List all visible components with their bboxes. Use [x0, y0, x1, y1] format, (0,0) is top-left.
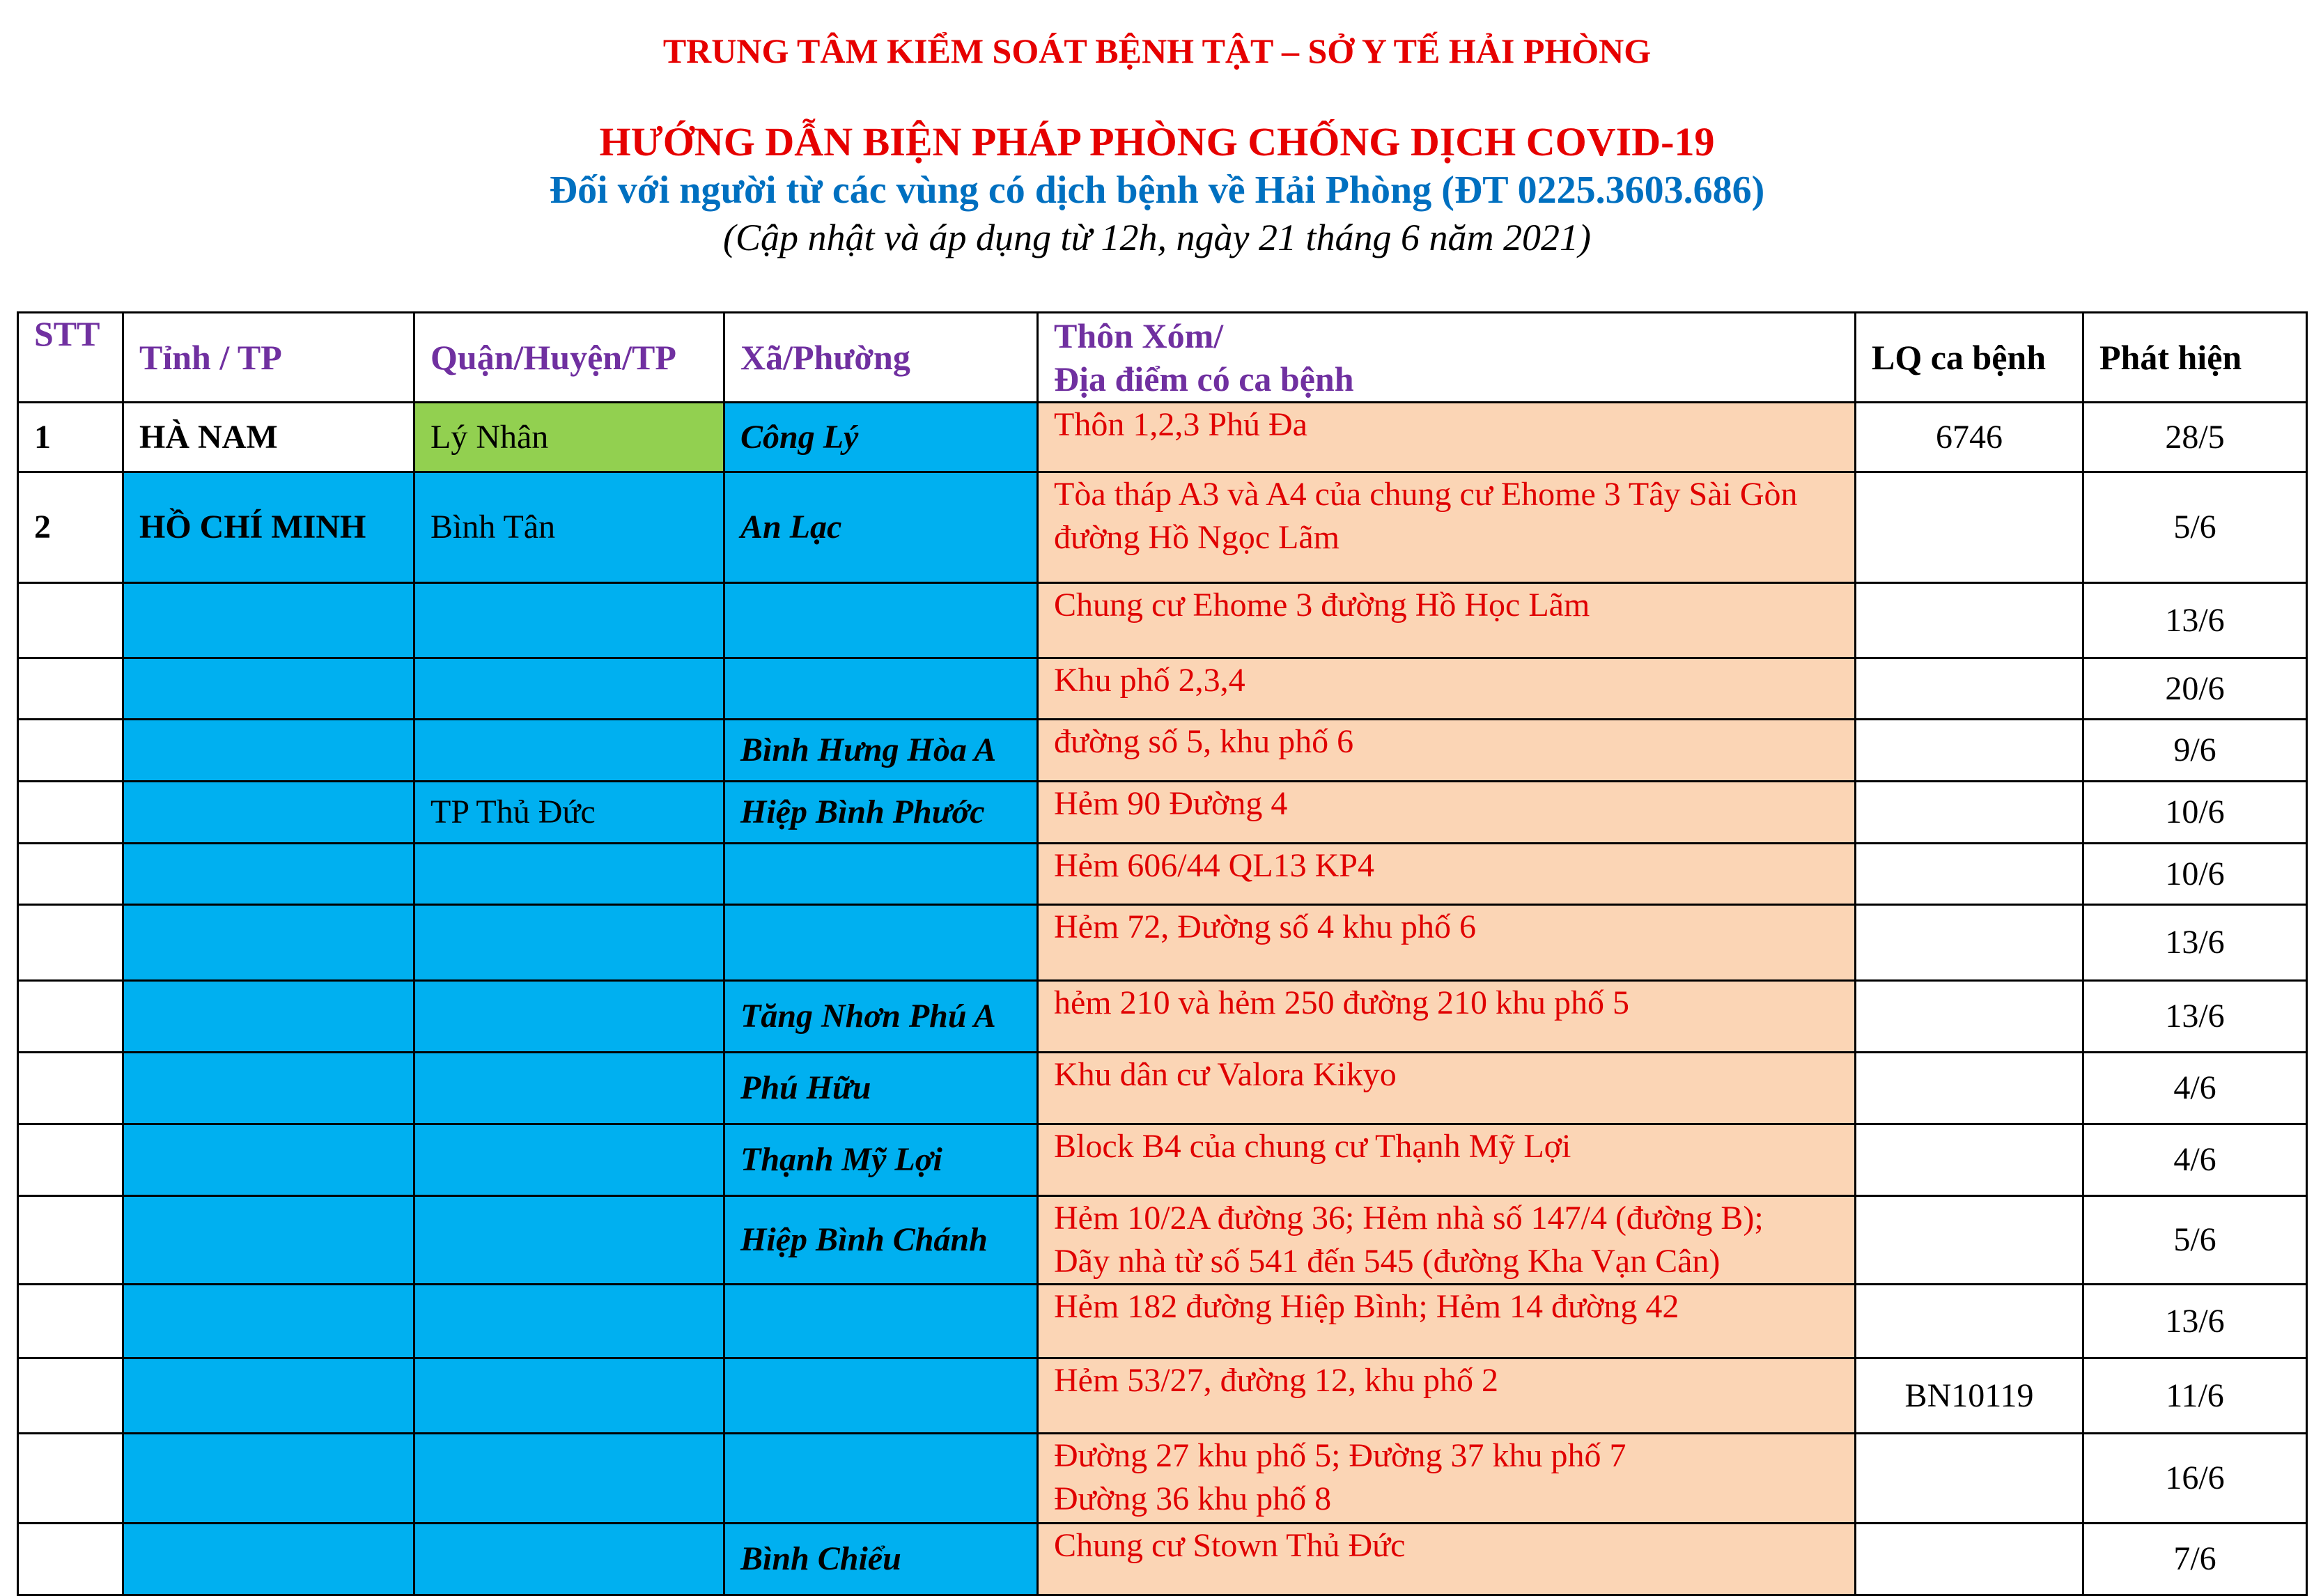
table-row	[18, 1434, 2307, 1524]
cell-detected: 13/6	[2083, 583, 2307, 658]
cell-stt	[18, 782, 123, 844]
cell-detected: 13/6	[2083, 1285, 2307, 1358]
cell-detected: 10/6	[2083, 782, 2307, 844]
cell-stt	[18, 1358, 123, 1434]
cell-stt	[18, 720, 123, 782]
cell-place-line2: Dãy nhà từ số 541 đến 545 (đường Kha Vạn Cân)	[1054, 1243, 1721, 1280]
cell-ward: Hiệp Bình Phước	[724, 782, 1038, 844]
cell-place: Chung cư Stown Thủ Đức	[1038, 1524, 1856, 1595]
cell-lq	[1856, 1053, 2083, 1124]
cell-ward	[724, 583, 1038, 658]
cell-lq	[1856, 782, 2083, 844]
cell-province	[123, 782, 414, 844]
document-subtitle: Đối với người từ các vùng có dịch bệnh về Hải Phòng (ĐT 0225.3603.686)	[549, 169, 1765, 212]
cell-province	[123, 844, 414, 905]
cell-district	[414, 1124, 724, 1196]
cell-province	[123, 1358, 414, 1434]
document-title: HƯỚNG DẪN BIỆN PHÁP PHÒNG CHỐNG DỊCH COVID-19	[599, 119, 1715, 164]
table-row	[18, 583, 2307, 658]
cell-province: HÀ NAM	[123, 403, 414, 472]
cell-detected: 28/5	[2083, 403, 2307, 472]
cell-stt	[18, 905, 123, 981]
cell-detected: 4/6	[2083, 1124, 2307, 1196]
column-header-detected: Phát hiện	[2083, 313, 2307, 403]
cell-stt	[18, 1053, 123, 1124]
cell-stt: 1	[18, 403, 123, 472]
table-row	[18, 1124, 2307, 1196]
cell-place: Khu phố 2,3,4	[1038, 658, 1856, 720]
cell-district	[414, 1434, 724, 1524]
cell-ward: Bình Hưng Hòa A	[724, 720, 1038, 782]
table-row	[18, 1285, 2307, 1358]
organization-name: TRUNG TÂM KIỂM SOÁT BỆNH TẬT – SỞ Y TẾ HẢI PHÒNG	[662, 31, 1652, 70]
cell-ward	[724, 1285, 1038, 1358]
cell-ward: Phú Hữu	[724, 1053, 1038, 1124]
cell-lq	[1856, 905, 2083, 981]
table-row	[18, 1358, 2307, 1434]
cell-district	[414, 1053, 724, 1124]
cell-stt	[18, 583, 123, 658]
cell-stt	[18, 1524, 123, 1595]
cell-detected: 9/6	[2083, 720, 2307, 782]
cell-place: Khu dân cư Valora Kikyo	[1038, 1053, 1856, 1124]
cell-stt	[18, 981, 123, 1053]
header-row	[18, 313, 2307, 403]
cell-place: hẻm 210 và hẻm 250 đường 210 khu phố 5	[1038, 981, 1856, 1053]
cell-district	[414, 1196, 724, 1285]
column-header-ward: Xã/Phường	[724, 313, 1038, 403]
column-header-province: Tỉnh / TP	[123, 313, 414, 403]
cell-detected: 13/6	[2083, 981, 2307, 1053]
cell-place: Chung cư Ehome 3 đường Hồ Học Lãm	[1038, 583, 1856, 658]
table-row	[18, 844, 2307, 905]
cell-lq	[1856, 1524, 2083, 1595]
cell-district: TP Thủ Đức	[414, 782, 724, 844]
cell-province	[123, 1524, 414, 1595]
table-row	[18, 1053, 2307, 1124]
cell-lq	[1856, 720, 2083, 782]
update-note: (Cập nhật và áp dụng từ 12h, ngày 21 tháng 6 năm 2021)	[723, 217, 1591, 258]
cell-ward	[724, 905, 1038, 981]
cell-ward: Hiệp Bình Chánh	[724, 1196, 1038, 1285]
cell-province	[123, 1434, 414, 1524]
cell-place-line1: Đường 27 khu phố 5; Đường 37 khu phố 7	[1054, 1437, 1626, 1474]
cell-lq	[1856, 583, 2083, 658]
cell-ward	[724, 1434, 1038, 1524]
table-row	[18, 1524, 2307, 1595]
cell-district: Bình Tân	[414, 472, 724, 583]
cell-ward	[724, 844, 1038, 905]
cell-place: Hẻm 53/27, đường 12, khu phố 2	[1038, 1358, 1856, 1434]
cell-lq: 6746	[1856, 403, 2083, 472]
cell-province	[123, 905, 414, 981]
column-header-lq: LQ ca bệnh	[1856, 313, 2083, 403]
cell-stt	[18, 844, 123, 905]
table-row	[18, 472, 2307, 583]
cell-lq	[1856, 658, 2083, 720]
column-header-place	[1038, 313, 1856, 403]
cell-province: HỒ CHÍ MINH	[123, 472, 414, 583]
cell-district	[414, 981, 724, 1053]
table-row	[18, 981, 2307, 1053]
cell-stt	[18, 1434, 123, 1524]
cell-province	[123, 1196, 414, 1285]
cell-ward: Công Lý	[724, 403, 1038, 472]
cell-place	[1038, 1196, 1856, 1285]
cell-lq: BN10119	[1856, 1358, 2083, 1434]
cell-place-line1: Hẻm 10/2A đường 36; Hẻm nhà số 147/4 (đường B);	[1054, 1200, 1764, 1237]
cell-province	[123, 1285, 414, 1358]
cell-stt	[18, 658, 123, 720]
cell-stt	[18, 1124, 123, 1196]
cell-ward	[724, 658, 1038, 720]
cell-lq	[1856, 1285, 2083, 1358]
cell-place	[1038, 1434, 1856, 1524]
outbreak-locations-table	[17, 311, 2308, 1596]
cell-province	[123, 981, 414, 1053]
cell-detected: 13/6	[2083, 905, 2307, 981]
table-row	[18, 658, 2307, 720]
cell-detected: 5/6	[2083, 1196, 2307, 1285]
cell-ward: Bình Chiểu	[724, 1524, 1038, 1595]
table-row	[18, 1196, 2307, 1285]
cell-place-line2: Đường 36 khu phố 8	[1054, 1480, 1332, 1517]
cell-district	[414, 1285, 724, 1358]
cell-place: Hẻm 90 Đường 4	[1038, 782, 1856, 844]
cell-place: Hẻm 606/44 QL13 KP4	[1038, 844, 1856, 905]
cell-lq	[1856, 1434, 2083, 1524]
table-row	[18, 720, 2307, 782]
cell-detected: 16/6	[2083, 1434, 2307, 1524]
cell-ward: Thạnh Mỹ Lợi	[724, 1124, 1038, 1196]
cell-district	[414, 658, 724, 720]
column-header-place-line2: Địa điểm có ca bệnh	[1054, 359, 1354, 398]
cell-detected: 4/6	[2083, 1053, 2307, 1124]
table-row	[18, 905, 2307, 981]
cell-detected: 5/6	[2083, 472, 2307, 583]
cell-place: Hẻm 72, Đường số 4 khu phố 6	[1038, 905, 1856, 981]
cell-lq	[1856, 472, 2083, 583]
cell-stt	[18, 1196, 123, 1285]
cell-lq	[1856, 1124, 2083, 1196]
cell-district	[414, 1358, 724, 1434]
cell-place: đường số 5, khu phố 6	[1038, 720, 1856, 782]
cell-lq	[1856, 981, 2083, 1053]
cell-stt: 2	[18, 472, 123, 583]
cell-ward: An Lạc	[724, 472, 1038, 583]
table-row	[18, 403, 2307, 472]
cell-district: Lý Nhân	[414, 403, 724, 472]
cell-ward	[724, 1358, 1038, 1434]
column-header-district: Quận/Huyện/TP	[414, 313, 724, 403]
cell-province	[123, 720, 414, 782]
cell-district	[414, 905, 724, 981]
cell-province	[123, 1124, 414, 1196]
cell-province	[123, 583, 414, 658]
cell-place-line2: đường Hồ Ngọc Lãm	[1054, 519, 1340, 556]
cell-district	[414, 844, 724, 905]
cell-detected: 11/6	[2083, 1358, 2307, 1434]
column-header-place-line1: Thôn Xóm/	[1054, 316, 1224, 355]
cell-province	[123, 658, 414, 720]
table-row	[18, 782, 2307, 844]
cell-detected: 20/6	[2083, 658, 2307, 720]
cell-district	[414, 720, 724, 782]
cell-place	[1038, 472, 1856, 583]
cell-detected: 10/6	[2083, 844, 2307, 905]
cell-detected: 7/6	[2083, 1524, 2307, 1595]
cell-ward: Tăng Nhơn Phú A	[724, 981, 1038, 1053]
cell-place: Block B4 của chung cư Thạnh Mỹ Lợi	[1038, 1124, 1856, 1196]
cell-lq	[1856, 844, 2083, 905]
cell-place: Hẻm 182 đường Hiệp Bình; Hẻm 14 đường 42	[1038, 1285, 1856, 1358]
cell-place: Thôn 1,2,3 Phú Đa	[1038, 403, 1856, 472]
cell-stt	[18, 1285, 123, 1358]
cell-district	[414, 1524, 724, 1595]
cell-district	[414, 583, 724, 658]
column-header-stt: STT	[18, 313, 123, 403]
cell-place-line1: Tòa tháp A3 và A4 của chung cư Ehome 3 Tây Sài Gòn	[1054, 476, 1798, 513]
cell-province	[123, 1053, 414, 1124]
cell-lq	[1856, 1196, 2083, 1285]
